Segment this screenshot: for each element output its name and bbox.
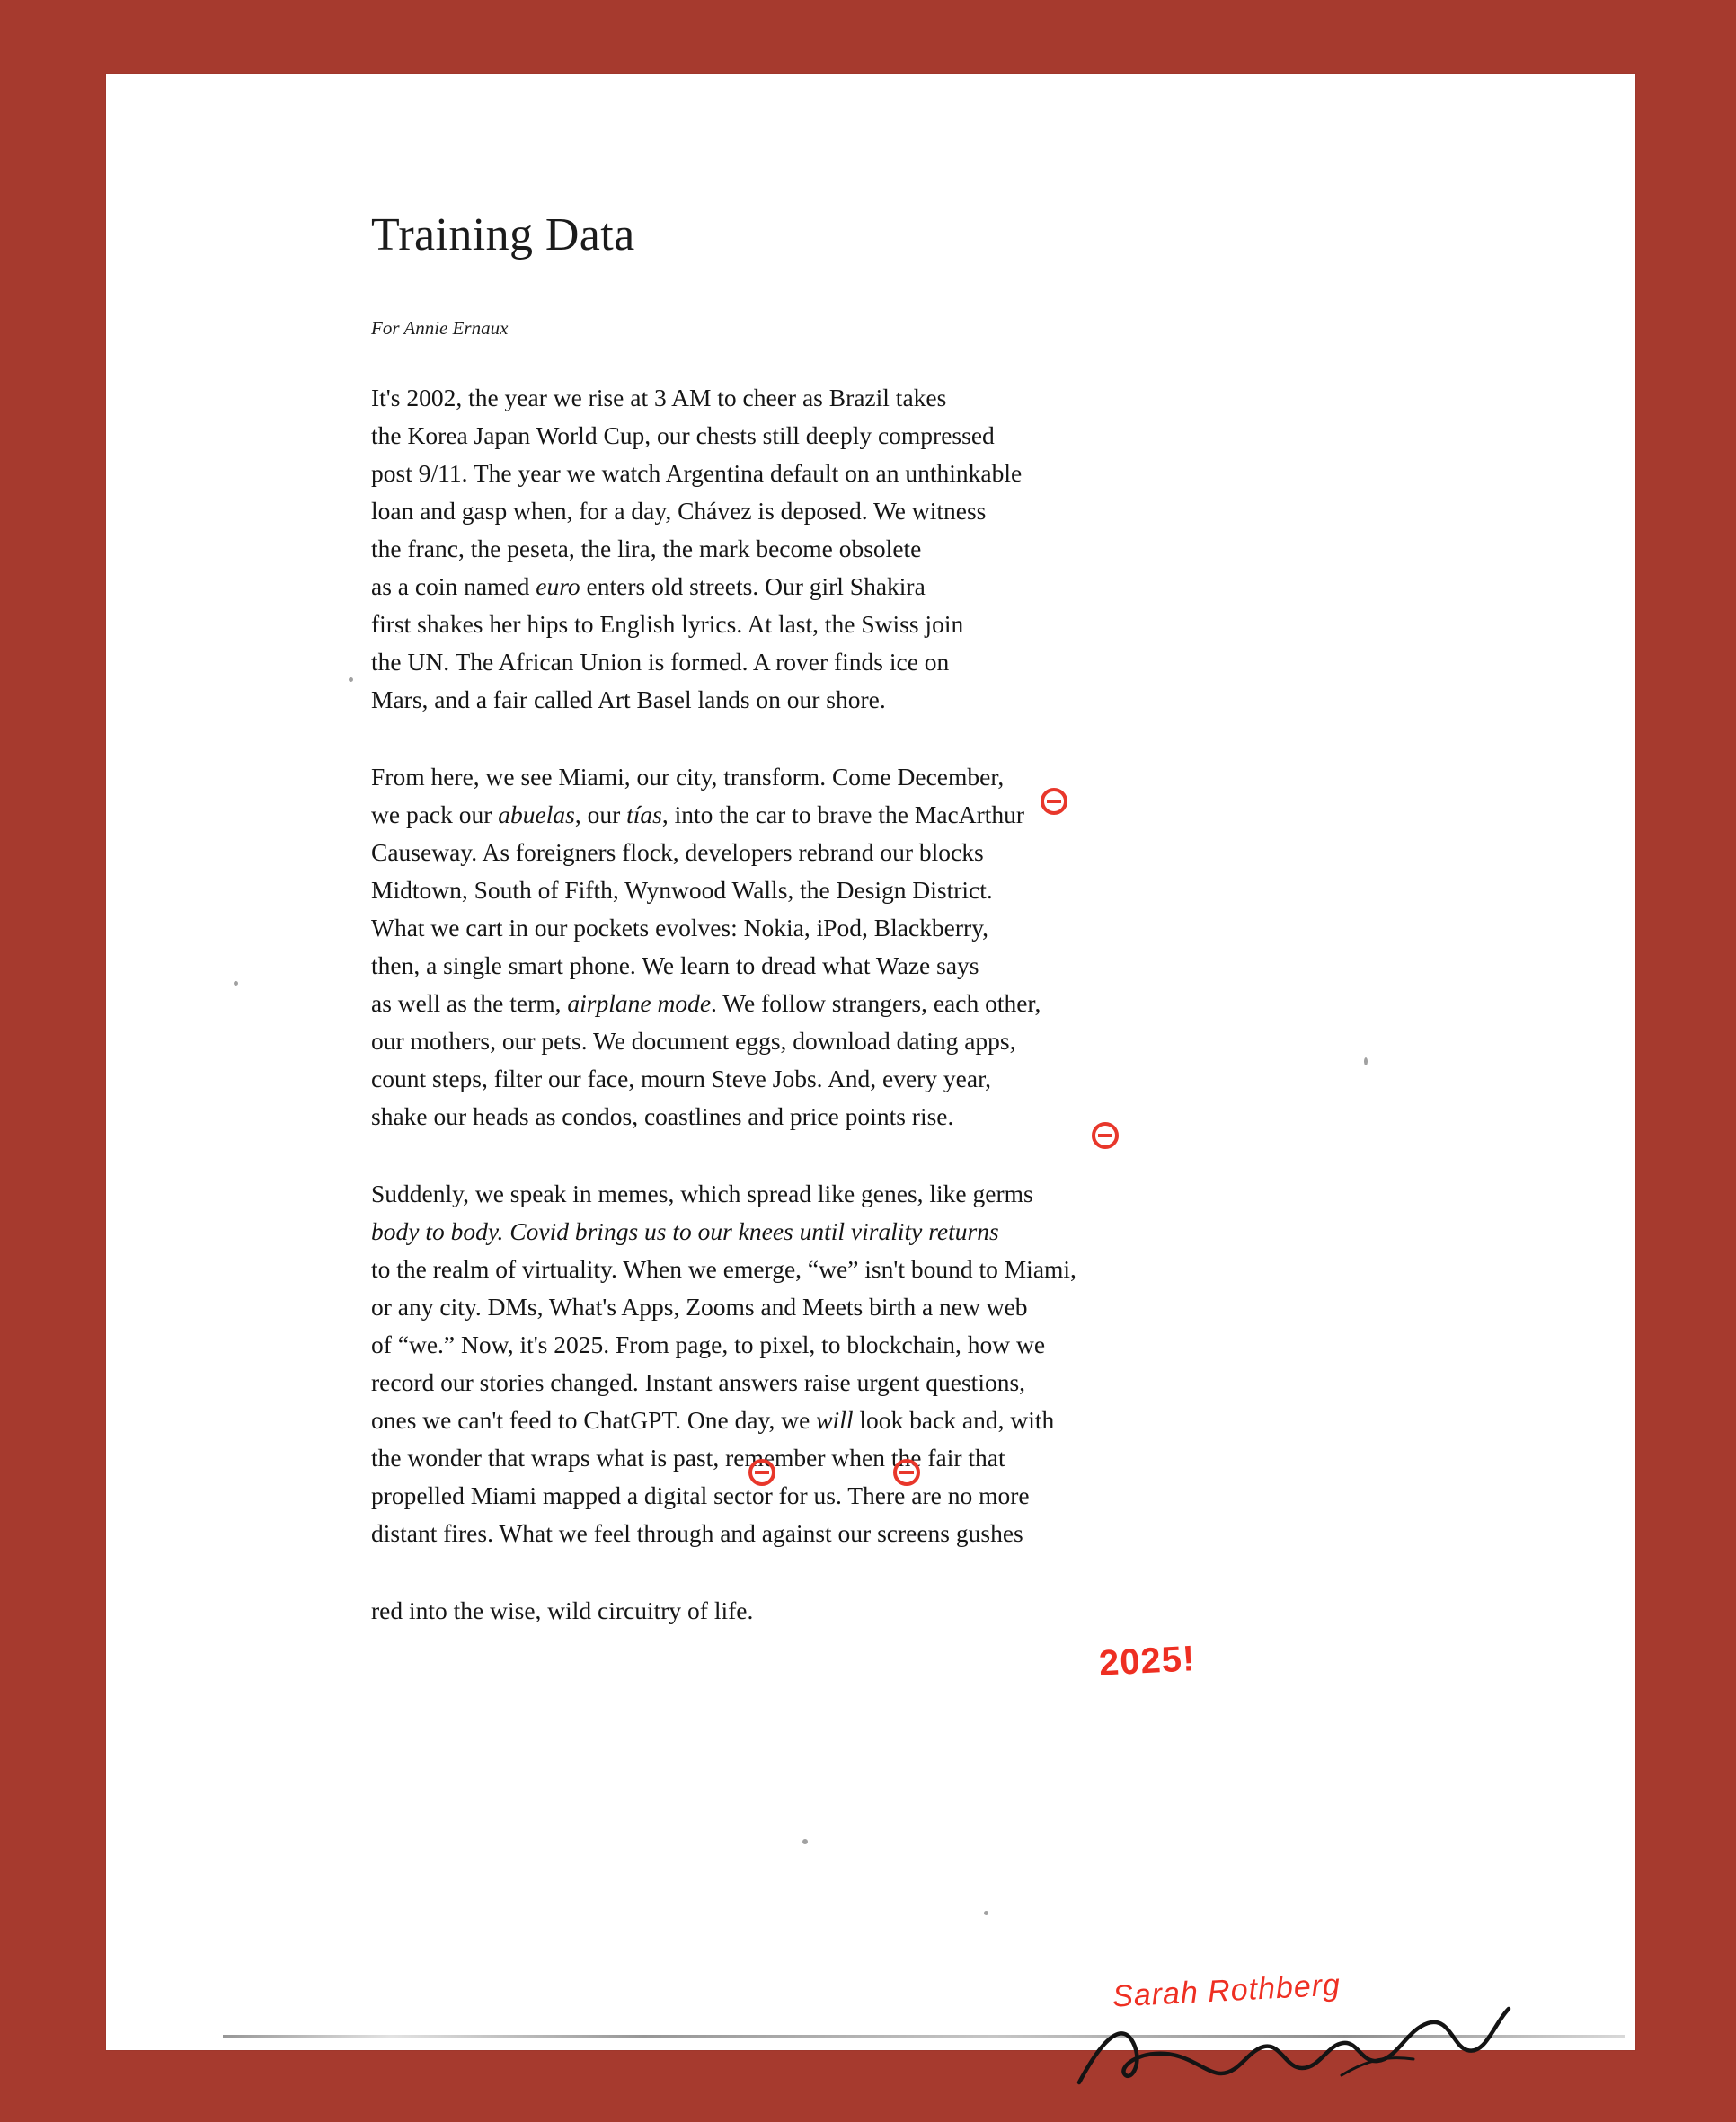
scan-speck: [349, 677, 353, 682]
scan-bottom-edge: [223, 2035, 1625, 2038]
signature-ink: [1072, 1996, 1575, 2104]
stanza-1: It's 2002, the year we rise at 3 AM to cheer as Brazil takes the Korea Japan World Cup, our chests still deeply compressed post 9/11. The year we watch Argentina default on an unthinkable loan and gasp when, for a day, Chávez is deposed. We witness the franc, the peseta, the lira, the mark become obsolete as a coin named euro enters old streets. Our girl Shakira first shakes her hips to English lyrics. At last, the Swiss join the UN. The African Union is formed. A rover finds ice on Mars, and a fair called Art Basel lands on our shore.: [371, 384, 1023, 713]
stanza-2: From here, we see Miami, our city, transform. Come December, we pack our abuelas, our tías, into the car to brave the MacArthur Causeway. As foreigners flock, developers rebrand our blocks Midtown, South of Fifth, Wynwood Walls, the Design District. What we cart in our pockets evolves: Nokia, iPod, Blackberry, then, a single smart phone. We learn to dread what Waze says as well as the term, airplane mode. We follow strangers, each other, our mothers, our pets. We document eggs, download dating apps, count steps, filter our face, mourn Steve Jobs. And, every year, shake our heads as condos, coastlines and price points rise.: [371, 763, 1041, 1130]
year-annotation: 2025!: [1097, 1639, 1197, 1684]
dedication-line: For Annie Ernaux: [371, 317, 509, 339]
scan-speck: [984, 1911, 988, 1915]
no-entry-mark: [1092, 1122, 1119, 1149]
page-title: Training Data: [371, 209, 635, 261]
no-entry-mark: [748, 1459, 775, 1486]
scan-speck: [802, 1839, 808, 1844]
stanza-3: Suddenly, we speak in memes, which spread like genes, like germs body to body. Covid brings us to our knees until virality returns to the realm of virtuality. When we emerge, “we” isn't bound to Miami, or any city. DMs, What's Apps, Zooms and Meets birth a new web of “we.” Now, it's 2025. From page, to pixel, to blockchain, how we record our stories changed. Instant answers raise urgent questions, ones we can't feed to ChatGPT. One day, we will look back and, with the wonder that wraps what is past, remember when the fair that propelled Miami mapped a digital sector for us. There are no more distant fires. What we feel through and against our screens gushes: [371, 1180, 1076, 1547]
no-entry-mark: [893, 1459, 920, 1486]
scan-speck: [1364, 1057, 1368, 1065]
scan-speck: [234, 981, 238, 986]
stanza-4: red into the wise, wild circuitry of life.: [371, 1596, 754, 1624]
scanned-page: [106, 74, 1635, 2050]
signature-name: Sarah Rothberg: [1112, 1967, 1342, 2014]
poem-body: [371, 208, 1377, 1630]
no-entry-mark: [1041, 788, 1067, 815]
